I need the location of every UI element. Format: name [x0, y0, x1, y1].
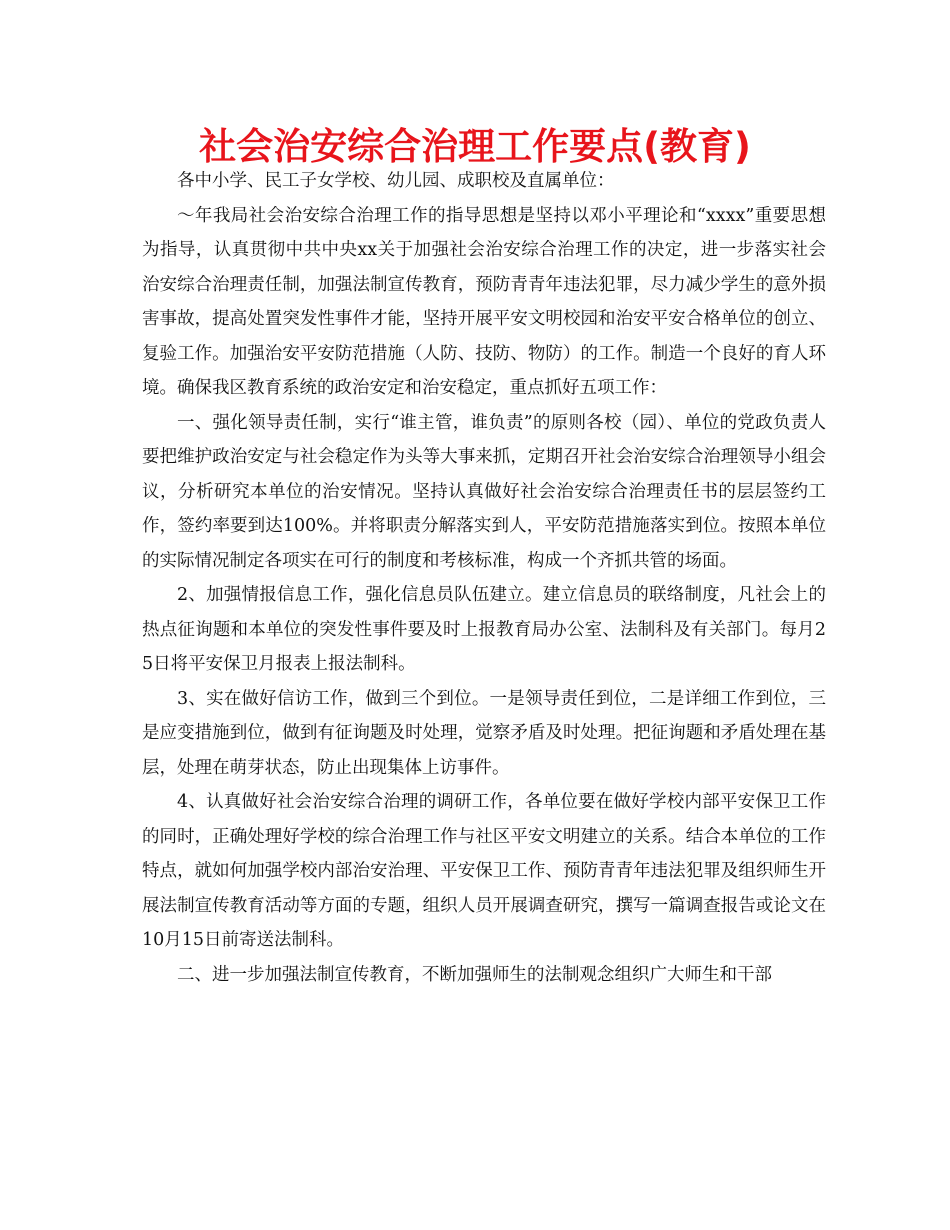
- section-one-paragraph: 一、强化领导责任制，实行“谁主管，谁负责”的原则各校（园）、单位的党政负责人要把维护政治安定与社会稳定作为头等大事来抓，定期召开社会治安综合治理领导小组会议，分析研究本单位的治安情况。坚持认真做好社会治安综合治理责任书的层层签约工作，签约率要到达100%。并将职责分解落实到人，平安防范措施落实到位。按照本单位的实际情况制定各项实在可行的制度和考核标准，构成一个齐抓共管的场面。: [142, 412, 826, 571]
- item-four-paragraph: 4、认真做好社会治安综合治理的调研工作，各单位要在做好学校内部平安保卫工作的同时，正确处理好学校的综合治理工作与社区平安文明建立的关系。结合本单位的工作特点，就如何加强学校内部治安治理、平安保卫工作、预防青青年违法犯罪及组织师生开展法制宣传教育活动等方面的专题，组织人员开展调查研究，撰写一篇调查报告或论文在10月15日前寄送法制科。: [142, 792, 826, 950]
- document-body: [142, 164, 826, 992]
- guiding-principle-paragraph: ～年我局社会治安综合治理工作的指导思想是坚持以邓小平理论和“xxxx”重要思想为指导，认真贯彻中共中央xx关于加强社会治安综合治理工作的决定，进一步落实社会治安综合治理责任制，加强法制宣传教育，预防青青年违法犯罪，尽力减少学生的意外损害事故，提高处置突发性事件才能，坚持开展平安文明校园和治安平安合格单位的创立、复验工作。加强治安平安防范措施（人防、技防、物防）的工作。制造一个良好的育人环境。确保我区教育系统的政治安定和治安稳定，重点抓好五项工作：: [142, 205, 826, 398]
- salutation-paragraph: 各中小学、民工子女学校、幼儿园、成职校及直属单位：: [177, 171, 615, 191]
- item-two-paragraph: 2、加强情报信息工作，强化信息员队伍建立。建立信息员的联络制度，凡社会上的热点征询题和本单位的突发性事件要及时上报教育局办公室、法制科及有关部门。每月25日将平安保卫月报表上报法制科。: [142, 585, 826, 674]
- section-two-paragraph: 二、进一步加强法制宣传教育，不断加强师生的法制观念组织广大师生和干部: [177, 964, 772, 985]
- item-three-paragraph: 3、实在做好信访工作，做到三个到位。一是领导责任到位，二是详细工作到位，三是应变措施到位，做到有征询题及时处理，觉察矛盾及时处理。把征询题和矛盾处理在基层，处理在萌芽状态，防止出现集体上访事件。: [142, 688, 826, 778]
- document-title: 社会治安综合治理工作要点(教育): [199, 125, 751, 168]
